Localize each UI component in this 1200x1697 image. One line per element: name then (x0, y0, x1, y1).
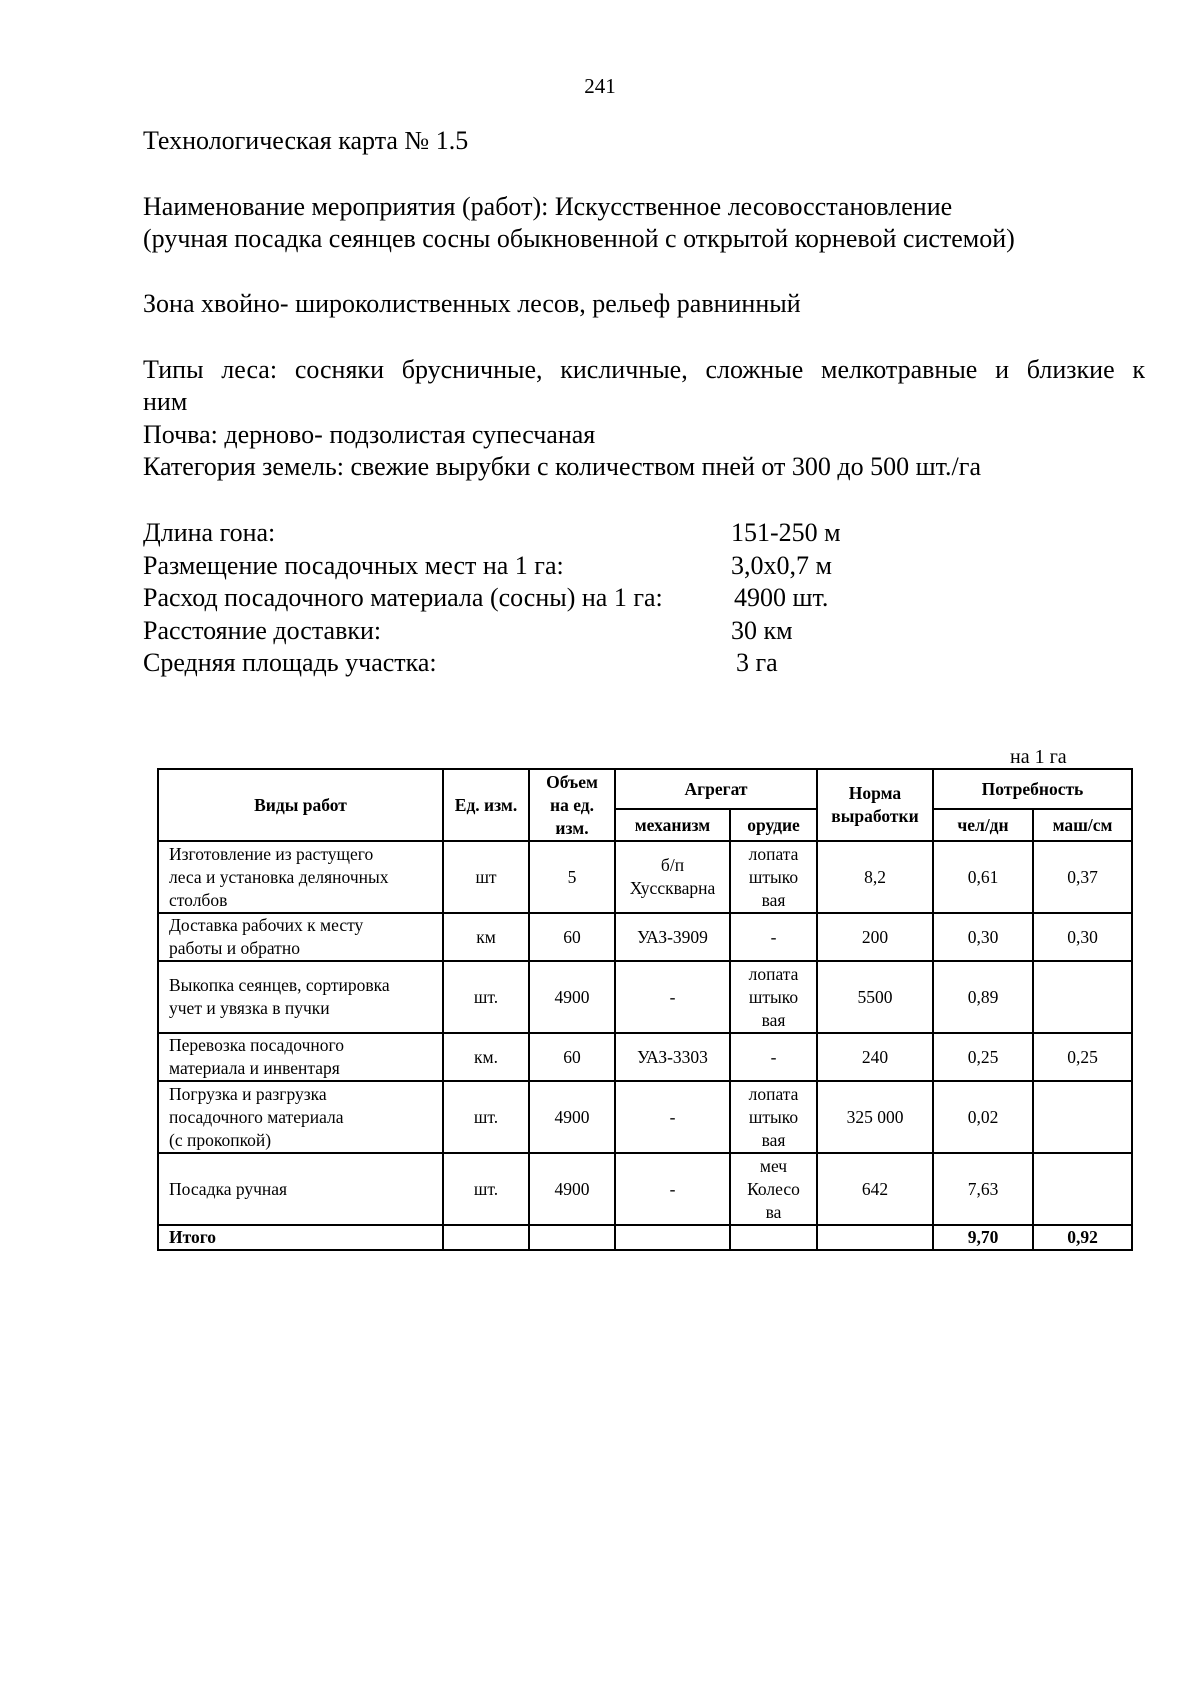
unit-note: на 1 га (1010, 746, 1067, 768)
cell-tool-line: вая (761, 889, 786, 910)
header-machine-shifts: маш/см (1033, 809, 1132, 841)
cell-unit: шт. (443, 1153, 529, 1225)
empty-cell (730, 1225, 817, 1250)
empty-cell (615, 1225, 730, 1250)
cell-man-days: 0,61 (933, 841, 1033, 913)
header-volume-line: Объем (546, 771, 598, 792)
header-mechanism: механизм (615, 809, 730, 841)
land-category-line: Категория земель: свежие вырубки с количеством пней от 300 до 500 шт./га (143, 452, 981, 481)
header-norm-line: выработки (831, 806, 919, 826)
cell-tool-line: штыко (748, 1106, 799, 1127)
cell-unit: шт. (443, 961, 529, 1033)
cell-norm: 325 000 (817, 1081, 933, 1153)
cell-tool: - (730, 913, 817, 961)
total-man-days: 9,70 (933, 1225, 1033, 1250)
header-volume (529, 769, 615, 841)
cell-volume: 60 (529, 913, 615, 961)
cell-work-line: Выкопка сеянцев, сортировка (169, 975, 390, 995)
param-value: 3,0х0,7 м (731, 551, 832, 580)
empty-cell (817, 1225, 933, 1250)
cell-work-line: леса и установка деляночных (169, 866, 389, 887)
cell-tool-line: штыко (748, 986, 799, 1007)
table-row (158, 1033, 1132, 1081)
header-work-types: Виды работ (158, 769, 443, 841)
header-need: Потребность (933, 769, 1132, 809)
cell-volume: 4900 (529, 961, 615, 1033)
cell-mechanism-line: б/п (660, 855, 685, 875)
cell-work-line: (с прокопкой) (169, 1129, 272, 1150)
table-row (158, 913, 1132, 961)
activity-name-line2: (ручная посадка сеянцев сосны обыкновенной с открытой корневой системой) (143, 224, 1015, 253)
cell-machine-shifts: 0,25 (1033, 1033, 1132, 1081)
param-label: Длина гона: (143, 518, 276, 547)
cell-norm: 5500 (817, 961, 933, 1033)
cell-work-line: столбов (169, 889, 228, 910)
forest-types-line2: ним (143, 387, 188, 416)
cell-tool-line: меч (759, 1155, 788, 1176)
cell-norm: 240 (817, 1033, 933, 1081)
cell-man-days: 7,63 (933, 1153, 1033, 1225)
cell-tool-line: вая (761, 1129, 786, 1150)
cell-work-line: учет и увязка в пучки (169, 998, 330, 1018)
cell-work-line: посадочного материала (169, 1106, 344, 1127)
header-volume-line: на ед. (550, 794, 594, 815)
table-total-row (158, 1225, 1132, 1250)
header-tool: орудие (730, 809, 817, 841)
cell-mechanism-line: Хусскварна (629, 878, 716, 898)
doc-title: Технологическая карта № 1.5 (143, 126, 469, 155)
header-aggregate: Агрегат (615, 769, 817, 809)
page-number: 241 (584, 74, 616, 98)
header-norm (817, 769, 933, 841)
cell-unit: шт (443, 841, 529, 913)
param-label: Средняя площадь участка: (143, 648, 437, 677)
param-value: 30 км (731, 616, 793, 645)
cell-mechanism: УАЗ-3303 (615, 1033, 730, 1081)
cell-tool-line: лопата (748, 1083, 799, 1104)
soil-line: Почва: дерново- подзолистая супесчаная (143, 420, 596, 449)
cell-unit: шт. (443, 1081, 529, 1153)
cell-work (158, 913, 443, 961)
cell-work-line: Погрузка и разгрузка (169, 1083, 327, 1104)
cell-tool-line: штыко (748, 866, 799, 887)
cell-work (158, 1081, 443, 1153)
total-machine-shifts: 0,92 (1033, 1225, 1132, 1250)
cell-mechanism: - (615, 1153, 730, 1225)
cell-work-line: работы и обратно (169, 938, 300, 958)
cell-mechanism: - (615, 961, 730, 1033)
cell-work (158, 961, 443, 1033)
cell-work-line: Перевозка посадочного (169, 1035, 345, 1055)
cell-norm: 642 (817, 1153, 933, 1225)
cell-work-line: материала и инвентаря (169, 1058, 340, 1078)
cell-norm: 200 (817, 913, 933, 961)
table-row (158, 1153, 1132, 1225)
cell-machine-shifts: 0,30 (1033, 913, 1132, 961)
cell-norm: 8,2 (817, 841, 933, 913)
cell-mechanism: УАЗ-3909 (615, 913, 730, 961)
header-volume-line: изм. (555, 817, 589, 838)
cell-volume: 4900 (529, 1081, 615, 1153)
zone-line: Зона хвойно- широколиственных лесов, рельеф равнинный (143, 289, 801, 318)
cell-machine-shifts: 0,37 (1033, 841, 1132, 913)
cell-unit: км. (443, 1033, 529, 1081)
cell-volume: 4900 (529, 1153, 615, 1225)
param-value: 151-250 м (731, 518, 841, 547)
cell-work (158, 841, 443, 913)
empty-cell (443, 1225, 529, 1250)
cell-tool-line: лопата (748, 843, 799, 864)
cell-work: Посадка ручная (158, 1153, 443, 1225)
cell-tool-line: вая (761, 1009, 786, 1030)
cell-work-line: Изготовление из растущего (169, 843, 374, 864)
total-label: Итого (158, 1225, 443, 1250)
cell-tool: - (730, 1033, 817, 1081)
cell-volume: 60 (529, 1033, 615, 1081)
param-label: Расстояние доставки: (143, 616, 382, 645)
cell-tool (730, 841, 817, 913)
cell-man-days: 0,02 (933, 1081, 1033, 1153)
cell-tool-line: ва (765, 1201, 782, 1222)
table-row (158, 961, 1132, 1033)
cell-machine-shifts (1033, 1081, 1132, 1153)
cell-tool (730, 961, 817, 1033)
cell-work-line: Доставка рабочих к месту (169, 915, 364, 935)
cell-tool (730, 1081, 817, 1153)
param-label: Расход посадочного материала (сосны) на 1 га: (143, 583, 663, 612)
cell-machine-shifts (1033, 961, 1132, 1033)
cell-mechanism (615, 841, 730, 913)
cell-volume: 5 (529, 841, 615, 913)
header-norm-line: Норма (848, 783, 902, 803)
param-value: 4900 шт. (734, 583, 829, 612)
cell-work (158, 1033, 443, 1081)
cell-tool (730, 1153, 817, 1225)
forest-types-line1: Типы леса: сосняки брусничные, кисличные, сложные мелкотравные и близкие к (143, 355, 1145, 384)
cell-machine-shifts (1033, 1153, 1132, 1225)
cell-man-days: 0,30 (933, 913, 1033, 961)
cell-unit: км (443, 913, 529, 961)
table-row (158, 1081, 1132, 1153)
header-man-days: чел/дн (933, 809, 1033, 841)
param-value: 3 га (736, 648, 778, 677)
cell-mechanism: - (615, 1081, 730, 1153)
work-table (157, 768, 1133, 1251)
table-row (158, 841, 1132, 913)
header-unit: Ед. изм. (443, 769, 529, 841)
activity-name-line1: Наименование мероприятия (работ): Искусственное лесовосстановление (143, 192, 953, 221)
cell-tool-line: Колесо (747, 1178, 800, 1199)
cell-man-days: 0,25 (933, 1033, 1033, 1081)
param-label: Размещение посадочных мест на 1 га: (143, 551, 564, 580)
cell-man-days: 0,89 (933, 961, 1033, 1033)
empty-cell (529, 1225, 615, 1250)
cell-tool-line: лопата (748, 963, 799, 984)
